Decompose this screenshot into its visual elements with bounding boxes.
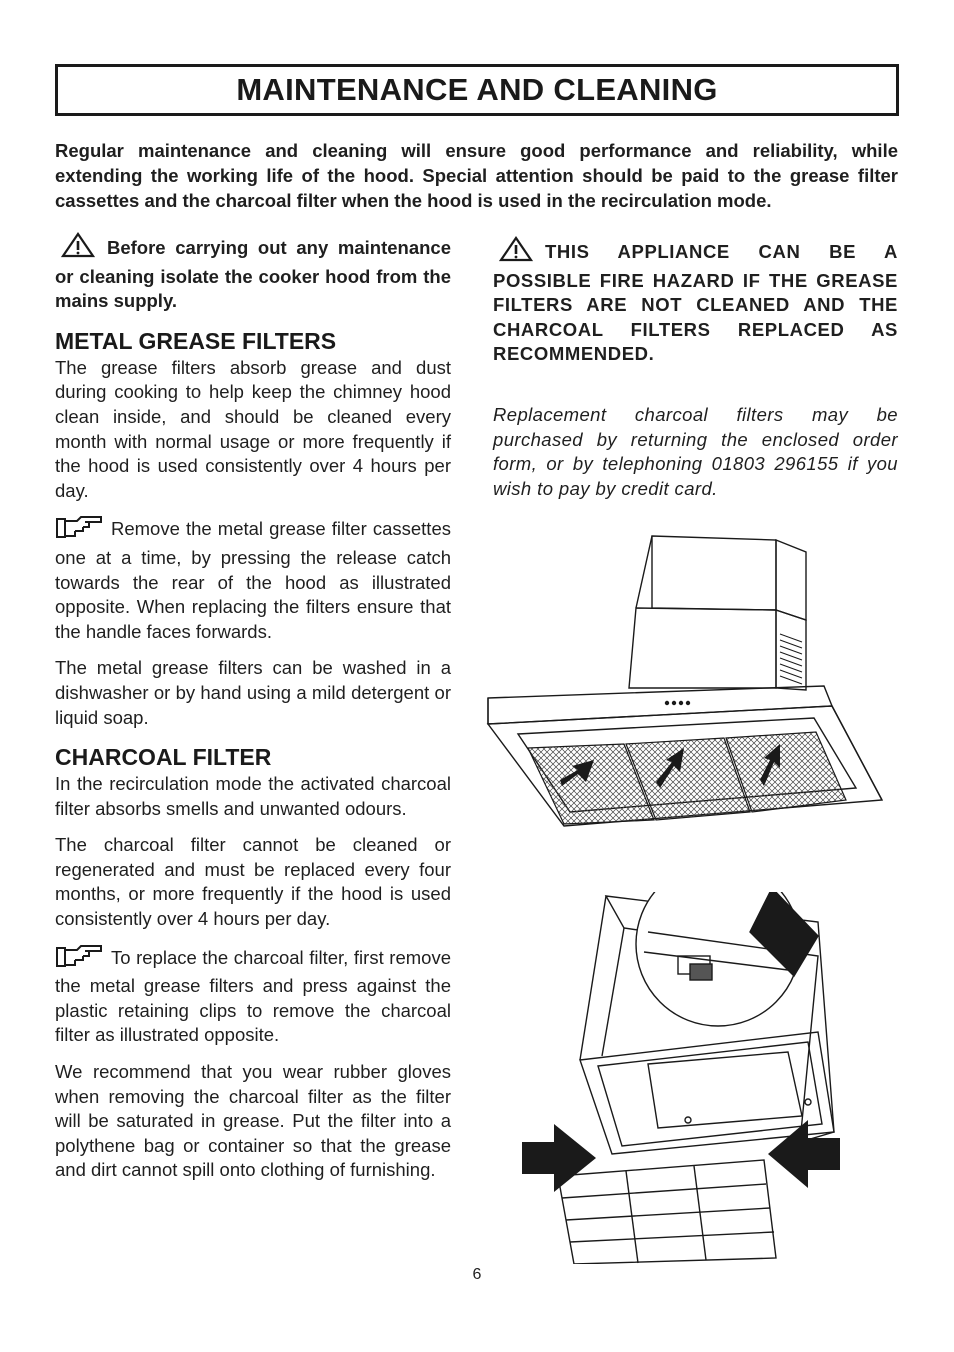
- fire-hazard-warning-text: THIS APPLIANCE CAN BE A POSSIBLE FIRE HAZARD IF THE GREASE FILTERS ARE NOT CLEANED AND THE CHARCOAL FILTERS REPLACED AS RECOMMENDED.: [493, 241, 898, 365]
- intro-paragraph: Regular maintenance and cleaning will ensure good performance and reliability, while extending the working life of the hood. Special attention should be paid to the grease filter cassettes and the charcoal filter when the hood is used in the recirculation mode.: [55, 140, 898, 211]
- replacement-filters-note: Replacement charcoal filters may be purchased by returning the enclosed order form, or by telephoning 01803 296155 if you wish to pay by credit card.: [493, 403, 898, 499]
- charcoal-filter-paragraph-3-text: To replace the charcoal filter, first remove the metal grease filters and press against the plastic retaining clips to remove the charcoal filter as illustrated opposite.: [55, 946, 451, 1046]
- warning-triangle-icon: [493, 236, 539, 269]
- metal-filters-heading: METAL GREASE FILTERS: [55, 327, 337, 354]
- warning-triangle-icon: [55, 232, 101, 265]
- pointing-hand-icon: [55, 944, 105, 975]
- page-number: 6: [472, 1266, 482, 1283]
- charcoal-filter-paragraph-4: We recommend that you wear rubber gloves when removing the charcoal filter as the filter will be saturated in grease. Put the filter into a polythene bag or container so that the grease and dirt cannot spill onto clothing of furnishing.: [55, 1061, 451, 1181]
- charcoal-filter-removal-illustration: [518, 892, 848, 1264]
- maintenance-warning: [55, 232, 451, 314]
- metal-filters-paragraph-2: [55, 515, 451, 644]
- metal-filters-paragraph-3: The metal grease filters can be washed in a dishwasher or by hand using a mild detergent or liquid soap.: [55, 657, 451, 728]
- maintenance-warning-text: Before carrying out any maintenance or cleaning isolate the cooker hood from the mains supply.: [55, 237, 451, 312]
- hood-grease-filter-illustration: [484, 530, 894, 830]
- charcoal-filter-paragraph-3: [55, 944, 451, 1048]
- pointing-hand-icon: [55, 515, 105, 546]
- metal-filters-paragraph-1: The grease filters absorb grease and dust during cooking to help keep the chimney hood clean inside, and should be cleaned every month with normal usage or more frequently if the hood is used consistently over 4 hours per day.: [55, 356, 451, 501]
- charcoal-filter-paragraph-1: In the recirculation mode the activated charcoal filter absorbs smells and unwanted odours.: [55, 773, 451, 819]
- page-title: MAINTENANCE AND CLEANING: [236, 72, 718, 107]
- fire-hazard-warning: [493, 236, 898, 367]
- metal-filters-paragraph-2-text: Remove the metal grease filter cassettes one at a time, by pressing the release catch towards the rear of the hood as illustrated opposite. When replacing the filters ensure that the handle faces forwards.: [55, 518, 451, 642]
- charcoal-filter-heading: CHARCOAL FILTER: [55, 744, 272, 771]
- right-column: [493, 236, 898, 501]
- page-title-box: [55, 64, 899, 116]
- left-column: [55, 232, 451, 1183]
- charcoal-filter-paragraph-2: The charcoal filter cannot be cleaned or regenerated and must be replaced every four months, or more frequently if the hood is used consistently over 4 hours per day.: [55, 834, 451, 930]
